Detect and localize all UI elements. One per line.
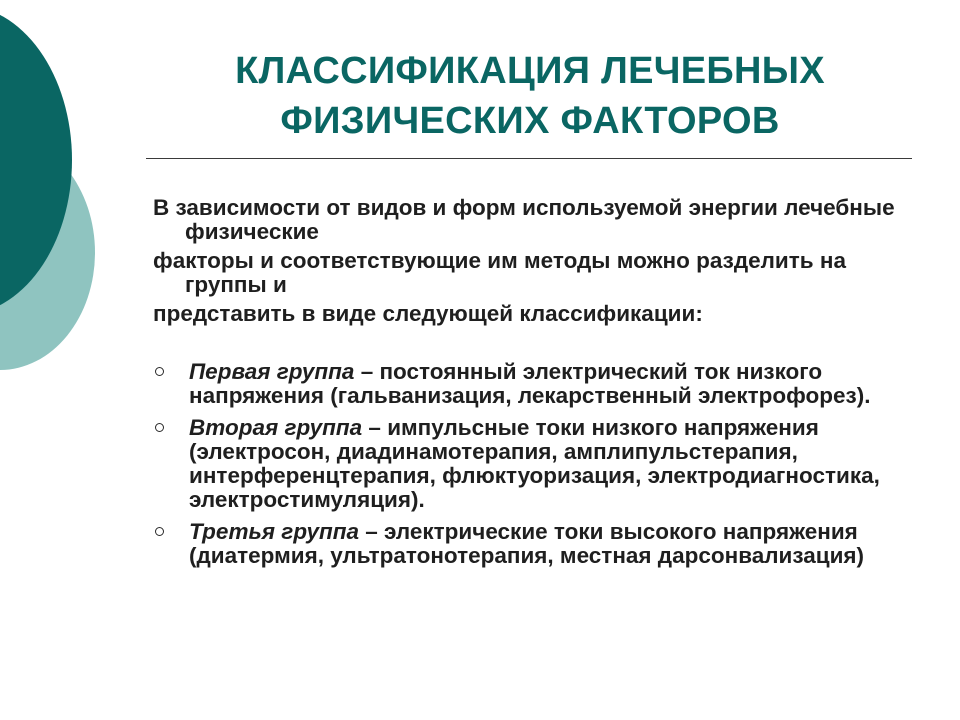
group-name: Вторая группа (189, 415, 363, 440)
title-divider (146, 158, 912, 159)
intro-paragraph: представить в виде следующей классификации: (153, 301, 703, 326)
group-separator: – (362, 415, 388, 440)
intro-text (153, 196, 913, 331)
list-item-group-3 (155, 520, 895, 568)
group-name: Первая группа (189, 359, 355, 384)
group-separator: – (354, 359, 380, 384)
list-item-group-1 (155, 360, 895, 408)
title-line-1: КЛАССИФИКАЦИЯ ЛЕЧЕБНЫХ (235, 50, 825, 92)
title-line-2: ФИЗИЧЕСКИХ ФАКТОРОВ (280, 100, 780, 142)
bullet-icon (155, 367, 164, 376)
group-description: электрические токи высокого напряжения (диатермия, ультратонотерапия, местная дарсонвализация) (189, 519, 865, 568)
group-description: постоянный электрический ток низкого напряжения (гальванизация, лекарственный электрофорез). (189, 359, 871, 408)
group-name: Третья группа (189, 519, 359, 544)
intro-paragraph: факторы и соответствующие им методы можно разделить на группы и (153, 248, 846, 297)
group-list (155, 360, 895, 576)
bullet-icon (155, 527, 164, 536)
slide-title (150, 46, 910, 146)
group-description: импульсные токи низкого напряжения (электросон, диадинамотерапия, амплипульстерапия, интерференцтерапия, флюктуоризация, электродиагностика, электростимуляция). (189, 415, 880, 512)
bullet-icon (155, 423, 164, 432)
list-item-group-2 (155, 416, 895, 512)
intro-paragraph: В зависимости от видов и форм используемой энергии лечебные физические (153, 195, 895, 244)
group-separator: – (359, 519, 385, 544)
